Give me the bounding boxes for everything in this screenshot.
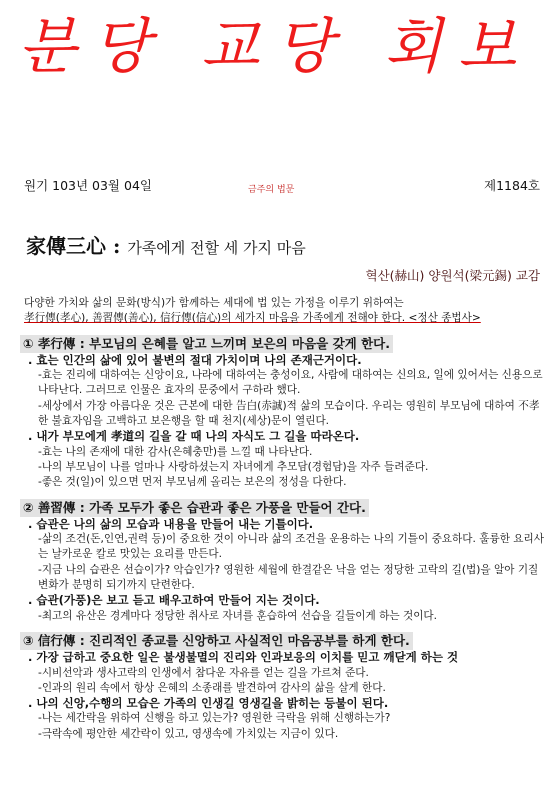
section-detail: -나의 부모님이 나를 얼마나 사랑하셨는지 자녀에게 추모담(경험담)을 자주 들려준다. bbox=[38, 460, 429, 473]
section-point: . 나의 신앙,수행의 모습은 가족의 인생길 영생길을 밝히는 등불이 된다. bbox=[28, 696, 389, 711]
masthead-title: 분당 교당 회보 bbox=[18, 12, 532, 82]
section-point: . 내가 부모에게 孝道의 길을 갈 때 나의 자식도 그 길을 따라온다. bbox=[28, 429, 360, 444]
issue-number: 제1184호 bbox=[484, 178, 540, 193]
section-point: . 습관은 나의 삶의 모습과 내용을 만들어 내는 기틀이다. bbox=[28, 516, 314, 531]
article-title-sub: 가족에게 전할 세 가지 마음 bbox=[127, 239, 306, 257]
section-2 bbox=[24, 499, 548, 624]
issue-meta bbox=[24, 176, 540, 194]
section-1 bbox=[24, 335, 548, 491]
section-3 bbox=[24, 632, 548, 742]
section-detail: -지금 나의 습관은 선습이가? 악습인가? 영원한 세월에 한결같은 낙을 얻는 정당한 고락의 길(법)을 알아 기질변화가 분명히 되기까지 단련한다. bbox=[38, 563, 539, 592]
section-point: . 습관(가풍)은 보고 듣고 배우고하여 만들어 지는 것이다. bbox=[28, 593, 320, 608]
section-detail: -세상에서 가장 아름다운 것은 근본에 대한 告白(赤誠)적 삶의 모습이다. 우리는 영원히 부모님에 대하여 不孝한 불효자임을 고백하고 보은행을 할 때 천지(세상)문이 열린다. bbox=[38, 399, 540, 428]
section-detail: -좋은 것(일)이 있으면 먼저 부모님께 올리는 보은의 정성을 다한다. bbox=[38, 476, 347, 489]
section-detail: -인과의 원리 속에서 항상 은혜의 소종래를 발견하여 감사의 삶을 살게 한다. bbox=[38, 681, 386, 694]
section-heading: ② 善習傳 : 가족 모두가 좋은 습관과 좋은 가풍을 만들어 간다. bbox=[20, 499, 369, 517]
section-heading: ① 孝行傳 : 부모님의 은혜를 알고 느끼며 보은의 마음을 갖게 한다. bbox=[20, 335, 393, 353]
section-detail: -삶의 조건(돈,인연,권력 등)이 중요한 것이 아니라 삶의 조건을 운용하는 나의 기틀이 중요하다. 훌륭한 요리사는 날카로운 칼로 맛있는 요리를 만든다. bbox=[38, 533, 545, 561]
section-detail: -효는 나의 존재에 대한 감사(은혜충만)를 느낄 때 나타난다. bbox=[38, 445, 313, 458]
section-detail: -효는 진리에 대하여는 신앙이요, 나라에 대하여는 충성이요, 사람에 대하여는 신의요, 일에 있어서는 신용으로 나타난다. 그러므로 인물은 효자의 문중에서 구하라 했다. bbox=[38, 369, 543, 397]
intro-line: 다양한 가치와 삶의 문화(방식)가 함께하는 세대에 법 있는 가정을 이루기 위하여는 bbox=[24, 297, 404, 309]
section-detail: -나는 세간락을 위하여 신행을 하고 있는가? 영원한 극락을 위해 신행하는가? bbox=[38, 712, 391, 725]
article-title: 家傳三心 : 가족에게 전할 세 가지 마음 bbox=[26, 234, 306, 258]
article-body bbox=[24, 296, 548, 742]
article-title-main: 家傳三心 bbox=[26, 234, 106, 258]
section-detail: -최고의 유산은 경계마다 정당한 취사로 자녀를 훈습하여 선습을 길들이게 하는 것이다. bbox=[38, 609, 438, 622]
section-detail: -시비선악과 생사고락의 인생에서 참다운 자유를 얻는 길을 가르쳐 준다. bbox=[38, 666, 369, 679]
section-heading: ③ 信行傳 : 진리적인 종교를 신앙하고 사실적인 마음공부를 하게 한다. bbox=[20, 632, 413, 650]
weekly-dharma-note: 금주의 법문 bbox=[248, 185, 295, 195]
intro-line: 孝行傳(孝心), 善習傳(善心), 信行傳(信心)의 세가지 마음을 가족에게 전해야 한다. <정산 종법사> bbox=[24, 312, 481, 325]
section-point: . 가장 급하고 중요한 일은 불생불멸의 진리와 인과보응의 이치를 믿고 깨닫게 하는 것 bbox=[28, 650, 459, 665]
section-detail: -극락속에 평안한 세간락이 있고, 영생속에 가치있는 지금이 있다. bbox=[38, 727, 339, 740]
issue-date: 원기 103년 03월 04일 bbox=[24, 178, 152, 193]
article-author: 혁산(赫山) 양원석(梁元錫) 교감 bbox=[365, 268, 540, 283]
article-intro bbox=[24, 296, 548, 327]
section-point: . 효는 인간의 삶에 있어 불변의 절대 가치이며 나의 존재근거이다. bbox=[28, 352, 362, 367]
